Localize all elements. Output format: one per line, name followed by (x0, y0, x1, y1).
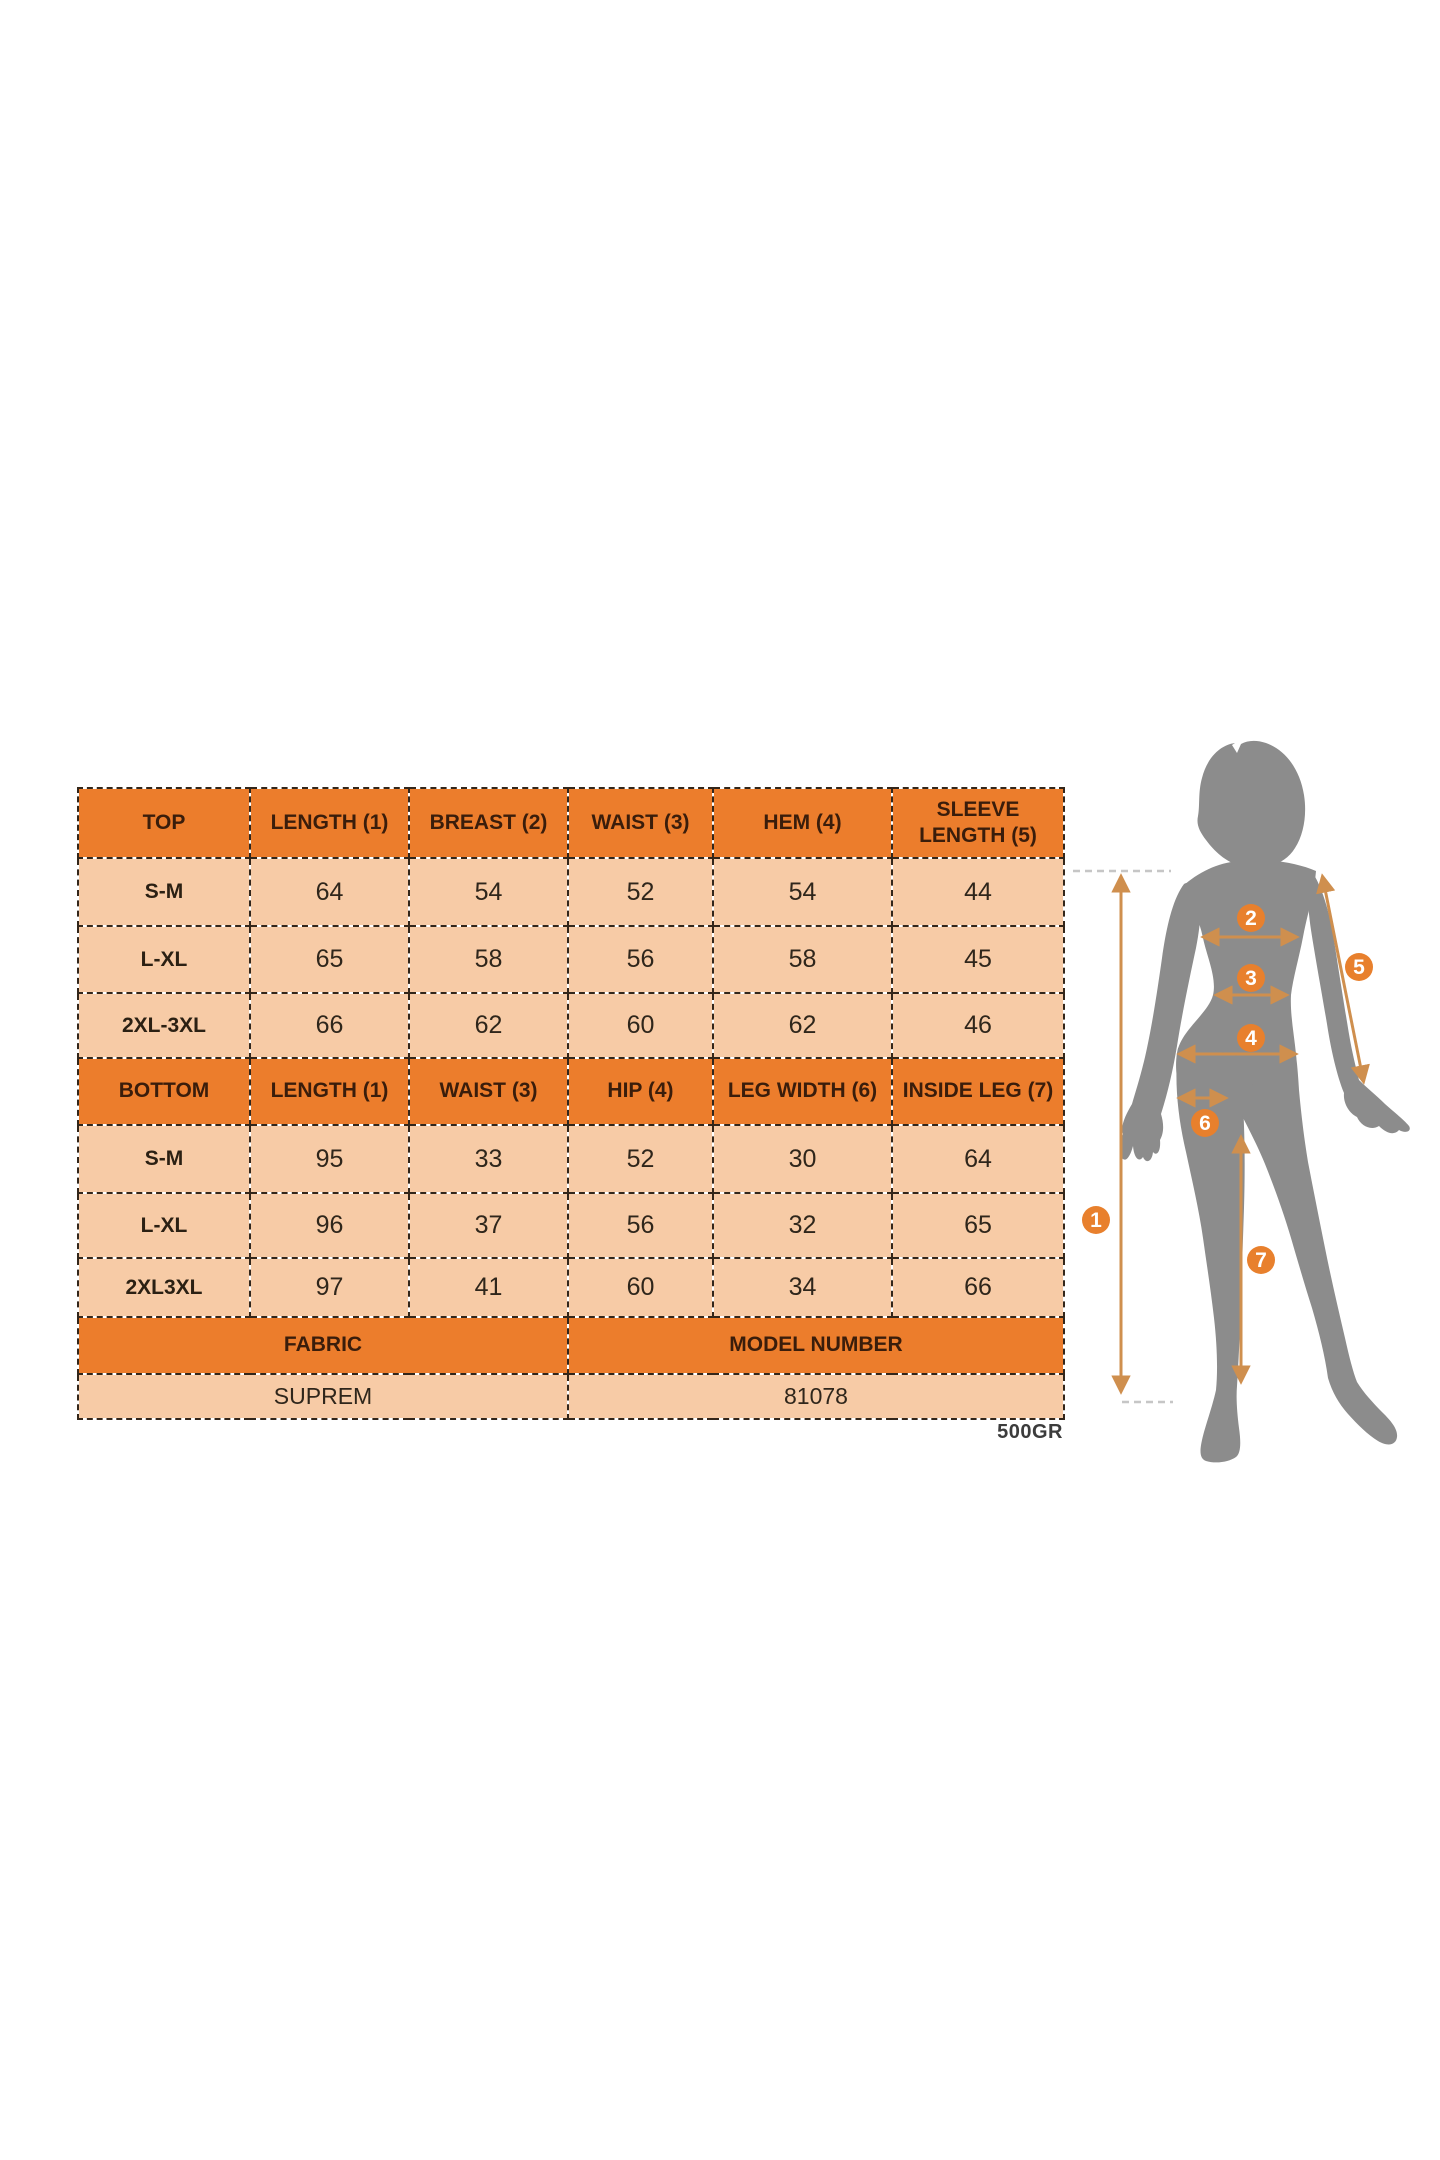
size-label: S-M (78, 858, 250, 926)
measurement-value: 62 (713, 993, 892, 1058)
measurement-value: 56 (568, 1193, 713, 1258)
top-header-row (78, 788, 1064, 858)
silhouette-right-arm (1308, 872, 1410, 1133)
bottom-header-cell: HIP (4) (568, 1058, 713, 1125)
measure-badge-1-label: 1 (1090, 1209, 1102, 1232)
size-label: 2XL-3XL (78, 993, 250, 1058)
measurement-value: 64 (250, 858, 409, 926)
table-row (78, 858, 1064, 926)
bottom-header-cell: BOTTOM (78, 1058, 250, 1125)
footer-header-row (78, 1317, 1064, 1374)
measurement-value: 33 (409, 1125, 568, 1193)
measurement-value: 34 (713, 1258, 892, 1317)
measurement-value: 52 (568, 858, 713, 926)
measurement-value: 44 (892, 858, 1064, 926)
silhouette-head (1197, 741, 1305, 868)
measure-badge-6-label: 6 (1199, 1112, 1211, 1135)
fabric-header-cell: FABRIC (78, 1317, 568, 1374)
bottom-header-cell: LEG WIDTH (6) (713, 1058, 892, 1125)
measure-badge-4-label: 4 (1245, 1027, 1257, 1050)
measurement-value: 37 (409, 1193, 568, 1258)
silhouette-left-leg (1176, 1047, 1244, 1462)
table-row (78, 1125, 1064, 1193)
table-row (78, 1193, 1064, 1258)
top-header-cell: HEM (4) (713, 788, 892, 858)
footer-value-row (78, 1374, 1064, 1419)
table-row (78, 993, 1064, 1058)
size-label: L-XL (78, 1193, 250, 1258)
measurement-value: 30 (713, 1125, 892, 1193)
measurement-value: 95 (250, 1125, 409, 1193)
bottom-header-cell: INSIDE LEG (7) (892, 1058, 1064, 1125)
model-number-value: 81078 (568, 1374, 1064, 1419)
weight-note: 500GR (997, 1421, 1063, 1443)
top-header-cell: LENGTH (1) (250, 788, 409, 858)
measure-badge-3-label: 3 (1245, 967, 1257, 990)
table-row (78, 1258, 1064, 1317)
measure-badge-7-label: 7 (1255, 1249, 1267, 1272)
bottom-header-cell: LENGTH (1) (250, 1058, 409, 1125)
size-label: 2XL3XL (78, 1258, 250, 1317)
fabric-value: SUPREM (78, 1374, 568, 1419)
measurement-value: 65 (250, 926, 409, 993)
top-header-cell: WAIST (3) (568, 788, 713, 858)
measurement-value: 62 (409, 993, 568, 1058)
measurement-value: 32 (713, 1193, 892, 1258)
measure-badge-5-label: 5 (1353, 956, 1365, 979)
table-row (78, 926, 1064, 993)
top-header-cell: TOP (78, 788, 250, 858)
measurement-value: 58 (409, 926, 568, 993)
measurement-value: 66 (250, 993, 409, 1058)
size-label: L-XL (78, 926, 250, 993)
measurement-value: 64 (892, 1125, 1064, 1193)
top-header-cell: SLEEVE LENGTH (5) (892, 788, 1064, 858)
bottom-header-row (78, 1058, 1064, 1125)
measurement-value: 54 (409, 858, 568, 926)
measurement-value: 58 (713, 926, 892, 993)
measurement-value: 96 (250, 1193, 409, 1258)
measurement-value: 52 (568, 1125, 713, 1193)
bottom-header-cell: WAIST (3) (409, 1058, 568, 1125)
measure-badge-2-label: 2 (1245, 907, 1257, 930)
measurement-value: 66 (892, 1258, 1064, 1317)
measurement-value: 56 (568, 926, 713, 993)
size-label: S-M (78, 1125, 250, 1193)
measurement-value: 45 (892, 926, 1064, 993)
measurement-value: 54 (713, 858, 892, 926)
measurement-value: 41 (409, 1258, 568, 1317)
measurement-value: 60 (568, 1258, 713, 1317)
measurement-value: 65 (892, 1193, 1064, 1258)
top-header-cell: BREAST (2) (409, 788, 568, 858)
measurement-value: 60 (568, 993, 713, 1058)
model-number-header-cell: MODEL NUMBER (568, 1317, 1064, 1374)
measurement-value: 46 (892, 993, 1064, 1058)
measurement-value: 97 (250, 1258, 409, 1317)
size-chart-table (77, 787, 1065, 1420)
measurement-figure (1060, 690, 1440, 1480)
